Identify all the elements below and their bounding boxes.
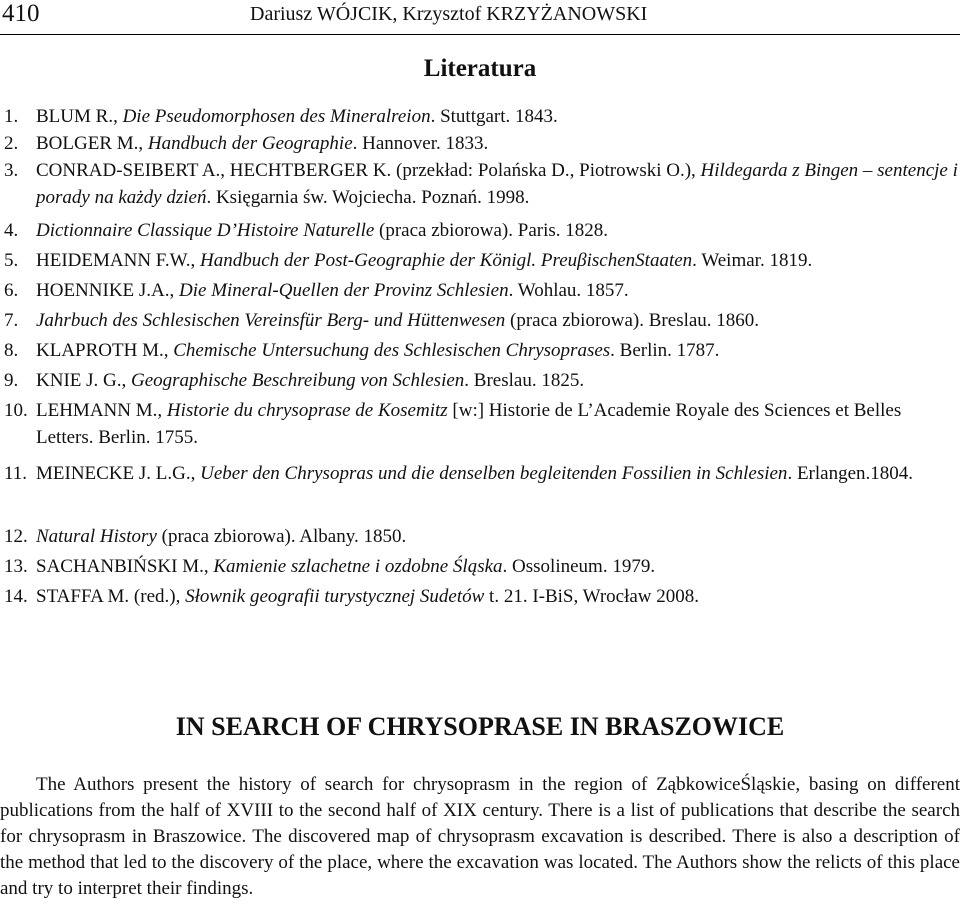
page-number: 410 <box>2 0 40 27</box>
reference-list <box>0 103 960 610</box>
reference-details: (praca zbiorowa). Paris. 1828. <box>374 220 609 241</box>
reference-title: Handbuch der Post-Geographie der Königl. PreuβischenStaaten <box>200 250 693 271</box>
section-title: Literatura <box>423 55 537 82</box>
reference-author: LEHMANN M., <box>36 400 167 421</box>
reference-title: Dictionnaire Classique D’Histoire Naturelle <box>36 220 375 241</box>
reference-number: 8. <box>4 340 19 361</box>
reference-item <box>0 460 960 520</box>
reference-details: . Stuttgart. 1843. <box>430 106 558 127</box>
reference-title: Hildegarda z Bingen – sentencje i porady na każdy dzień <box>36 160 958 208</box>
reference-author: KLAPROTH M., <box>36 340 174 361</box>
reference-item <box>0 367 960 394</box>
running-header <box>0 0 960 34</box>
reference-item <box>0 337 960 364</box>
reference-details: . Hannover. 1833. <box>352 133 489 154</box>
reference-title: Historie du chrysoprase de Kosemitz <box>166 400 448 421</box>
reference-number: 2. <box>4 133 19 154</box>
reference-details: . Księgarnia św. Wojciecha. Poznań. 1998. <box>206 187 530 208</box>
reference-title: Handbuch der Geographie <box>147 133 353 154</box>
reference-details: [w:] Historie de L’Academie Royale des Sciences et Belles Letters. Berlin. 1755. <box>36 400 902 448</box>
reference-number: 13. <box>4 556 28 577</box>
reference-number: 14. <box>4 586 28 607</box>
reference-title: Geographische Beschreibung von Schlesien <box>131 370 465 391</box>
reference-number: 5. <box>4 250 19 271</box>
reference-number: 1. <box>4 106 19 127</box>
reference-author: BLUM R., <box>36 106 123 127</box>
reference-item <box>0 217 960 244</box>
abstract-text: The Authors present the history of search for chrysoprasm in the region of ZąbkowiceŚląskie, basing on different publications from the half of XVIII to the second half of XIX century. There is a list of publications that describe the search for chrysoprasm in Braszowice. The discovered map of chrysoprasm excavation is described. There is also a description of the method that led to the discovery of the place, where the excavation was located. The Authors show the relicts of this place and try to interpret their findings. <box>0 774 960 899</box>
reference-number: 11. <box>4 463 28 484</box>
reference-item <box>0 247 960 274</box>
reference-number: 6. <box>4 280 19 301</box>
running-header-authors: Dariusz WÓJCIK, Krzysztof KRZYŻANOWSKI <box>250 3 648 25</box>
reference-details: (praca zbiorowa). Albany. 1850. <box>156 526 407 547</box>
reference-author: MEINECKE J. L.G., <box>36 463 201 484</box>
reference-title: Natural History <box>36 526 157 547</box>
reference-title: Die Mineral-Quellen der Provinz Schlesien <box>179 280 509 301</box>
reference-title: Kamienie szlachetne i ozdobne Śląska <box>213 556 503 577</box>
reference-author: CONRAD-SEIBERT A., HECHTBERGER K. (przekład: Polańska D., Piotrowski O.), <box>36 160 701 181</box>
reference-details: . Ossolineum. 1979. <box>502 556 656 577</box>
reference-number: 10. <box>4 400 28 421</box>
reference-number: 12. <box>4 526 28 547</box>
reference-author: BOLGER M., <box>36 133 148 154</box>
reference-title: Die Pseudomorphosen des Mineralreion <box>122 106 431 127</box>
reference-details: (praca zbiorowa). Breslau. 1860. <box>505 310 760 331</box>
reference-title: Słownik geografii turystycznej Sudetów <box>185 586 485 607</box>
reference-item <box>0 277 960 304</box>
reference-details: . Weimar. 1819. <box>692 250 813 271</box>
header-rule <box>0 34 960 35</box>
reference-item <box>0 157 960 217</box>
reference-author: HEIDEMANN F.W., <box>36 250 201 271</box>
reference-details: t. 21. I-BiS, Wrocław 2008. <box>484 586 700 607</box>
reference-item <box>0 130 960 157</box>
reference-details: . Wohlau. 1857. <box>508 280 629 301</box>
reference-number: 4. <box>4 220 19 241</box>
reference-author: KNIE J. G., <box>36 370 131 391</box>
reference-number: 9. <box>4 370 19 391</box>
reference-number: 7. <box>4 310 19 331</box>
reference-title: Jahrbuch des Schlesischen Vereinsfür Berg- und Hüttenwesen <box>36 310 506 331</box>
reference-author: STAFFA M. (red.), <box>36 586 186 607</box>
reference-number: 3. <box>4 160 19 181</box>
reference-details: . Berlin. 1787. <box>610 340 720 361</box>
reference-item <box>0 523 960 550</box>
reference-item <box>0 397 960 457</box>
reference-author: HOENNIKE J.A., <box>36 280 180 301</box>
reference-details: . Breslau. 1825. <box>464 370 585 391</box>
reference-details: . Erlangen.1804. <box>787 463 914 484</box>
reference-item <box>0 583 960 610</box>
reference-item <box>0 553 960 580</box>
reference-title: Ueber den Chrysopras und die denselben begleitenden Fossilien in Schlesien <box>200 463 788 484</box>
reference-author: SACHANBIŃSKI M., <box>36 556 214 577</box>
reference-item <box>0 103 960 130</box>
abstract-title: IN SEARCH OF CHRYSOPRASE IN BRASZOWICE <box>175 712 785 741</box>
reference-item <box>0 307 960 334</box>
reference-title: Chemische Untersuchung des Schlesischen Chrysoprases <box>173 340 611 361</box>
